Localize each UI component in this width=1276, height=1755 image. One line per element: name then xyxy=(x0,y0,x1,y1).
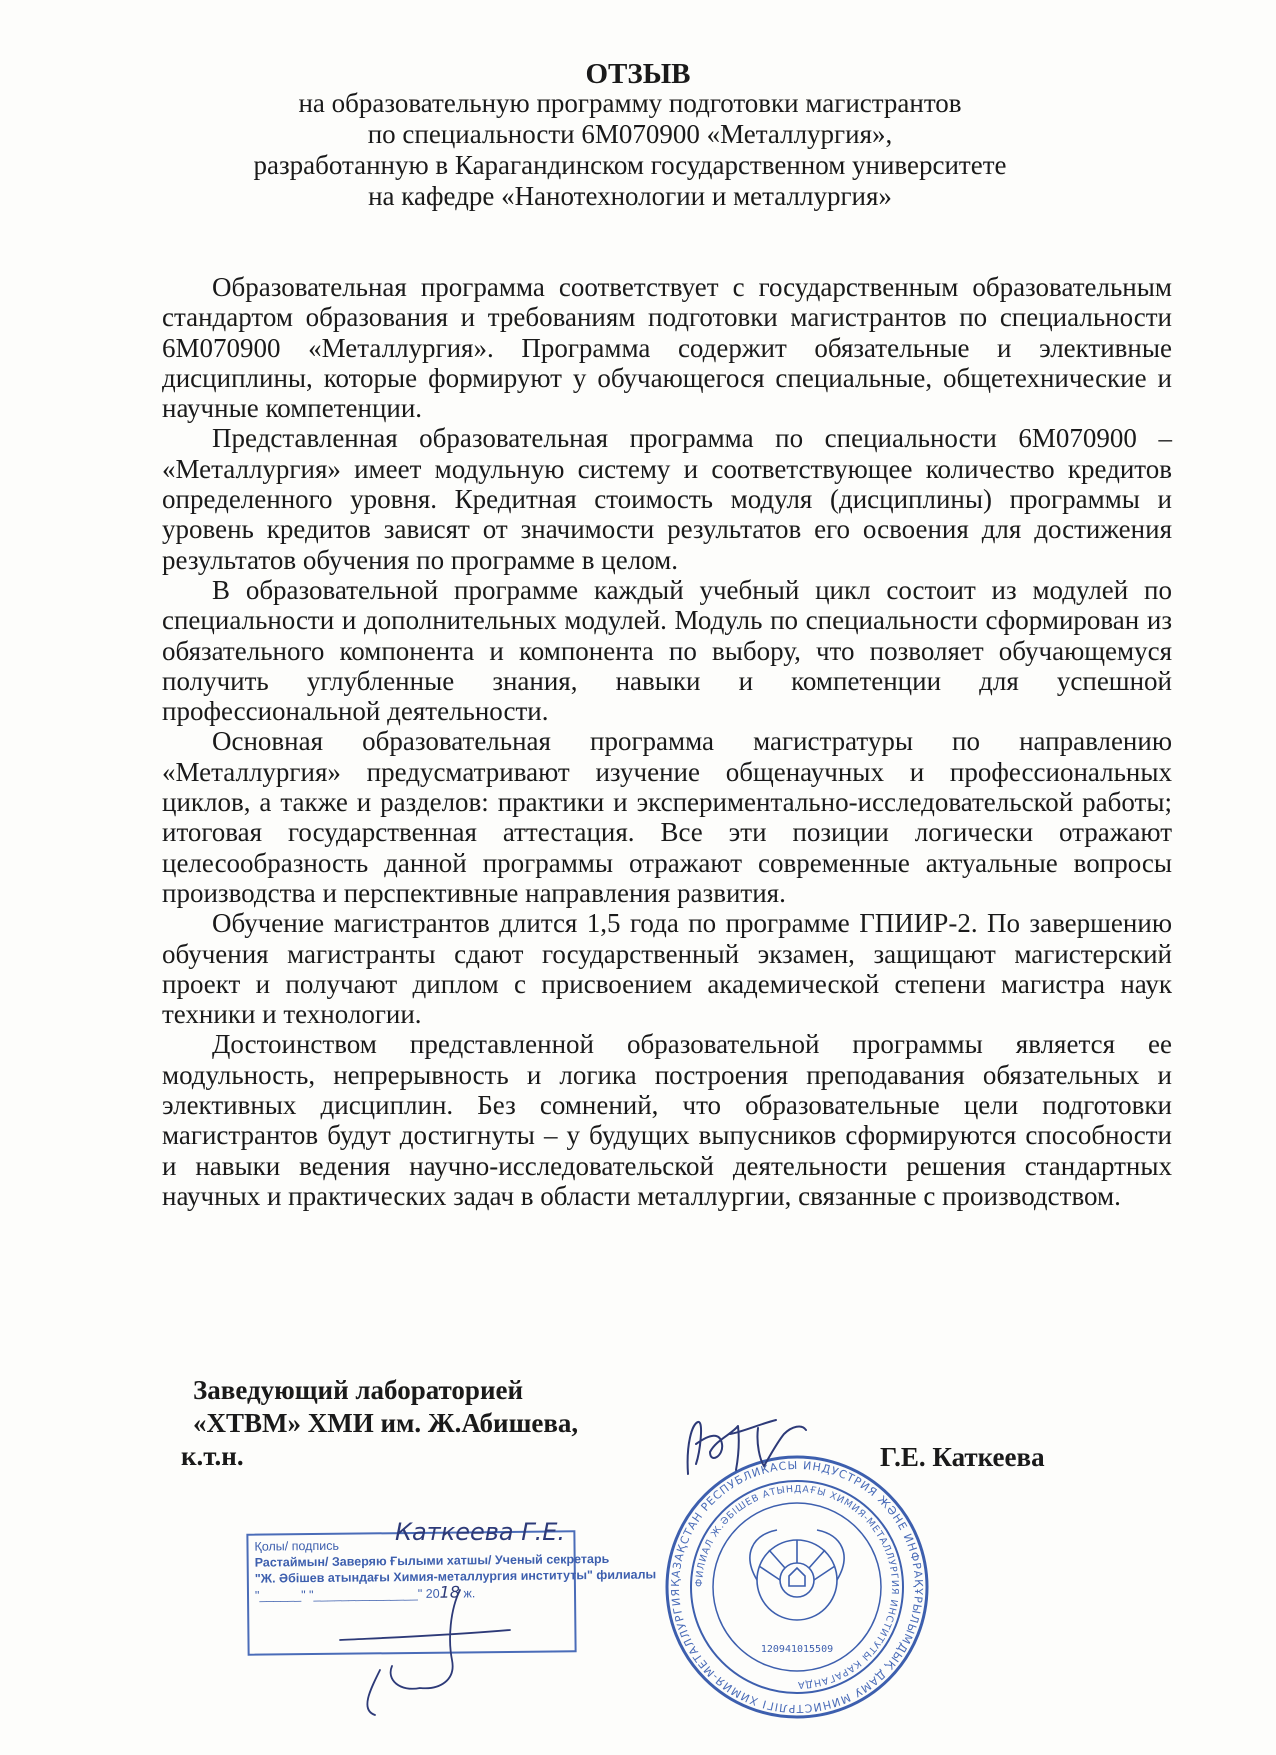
paragraph: Представленная образовательная программа по специальности 6М070900 – «Металлургия» имеет модульную систему и соответствующее количество кредитов определенного уровня. Кредитная стоимость модуля (дисциплины) программы и уровень кредитов зависят от значимости результатов его освоения для достижения результатов обучения по программе в целом. xyxy=(162,423,1172,575)
signatory-name: Г.Е. Каткеева xyxy=(880,1442,1045,1472)
document-title: ОТЗЫВ xyxy=(585,58,691,90)
paragraph: Достоинством представленной образовательной программы является ее модульность, непрерывность и логика построения преподавания обязательных и элективных дисциплин. Без сомнений, что образовательные цели подготовки магистрантов будут достигнуты – у будущих выпусников сформируются способности и навыки ведения научно-исследовательской деятельности решения стандартных научных и практических задач в области металлургии, связанные с производством. xyxy=(162,1029,1172,1211)
svg-text:ҚАЗАҚСТАН РЕСПУБЛИКАСЫ ИНДУСТР: ҚАЗАҚСТАН РЕСПУБЛИКАСЫ ИНДУСТРИЯ ЖӘНЕ ИНФРАҚҰРЫЛЫМДЫҚ ДАМУ МИНИСТРЛІГІ ХИМИЯ-МЕТАЛЛУРГИЯ xyxy=(668,1458,926,1716)
position-line: Заведующий лабораторией xyxy=(193,1375,524,1405)
subtitle-line: по специальности 6М070900 «Металлургия», xyxy=(367,119,893,149)
paragraph: В образовательной программе каждый учебный цикл состоит из модулей по специальности и дополнительных модулей. Модуль по специальности сформирован из обязательного компонента и компонента по выбору, что позволяет обучающемуся получить углубленные знания, навыки и компетенции для успешной профессиональной деятельности. xyxy=(162,574,1172,727)
secretary-signature-icon xyxy=(320,1570,560,1720)
stamp-date-prefix: "______" "_______________" 20 xyxy=(254,1586,440,1603)
subtitle-line: разработанную в Карагандинском государственном университете xyxy=(253,150,1007,180)
stamp-date-suffix: ж. xyxy=(463,1586,476,1601)
stamp-line: Растаймын/ Заверяю Ғылыми хатшы/ Ученый секретарь xyxy=(254,1551,610,1570)
document-subtitle xyxy=(180,88,1080,212)
stamp-year-handwritten: 18 xyxy=(439,1582,461,1602)
subtitle-line: на кафедре «Нанотехнологии и металлургия» xyxy=(368,181,892,211)
document-body xyxy=(162,272,1172,1211)
handwritten-signature-icon xyxy=(680,1404,830,1494)
svg-text:ФИЛИАЛ Ж.ӘБІШЕВ АТЫНДАҒЫ ХИМИЯ: ФИЛИАЛ Ж.ӘБІШЕВ АТЫНДАҒЫ ХИМИЯ-МЕТАЛЛУРГИЯ ИНСТИТУТЫ КАРАГАНДА xyxy=(693,1483,901,1691)
academic-degree: к.т.н. xyxy=(181,1441,244,1471)
paragraph: Основная образовательная программа магистратуры по направлению «Металлургия» предусматривают изучение общенаучных и профессиональных циклов, а также и разделов: практики и экспериментально-исследовательской работы; итоговая государственная аттестация. Все эти позиции логически отражают целесообразность данной программы отражают современные актуальные вопросы производства и перспективные направления развития. xyxy=(162,726,1172,908)
paragraph: Обучение магистрантов длится 1,5 года по программе ГПИИР-2. По завершению обучения магистранты сдают государственный экзамен, защищают магистерский проект и получают диплом с присвоением академической степени магистра наук техники и технологии. xyxy=(162,908,1172,1030)
handwritten-name: Каткеева Г.Е. xyxy=(395,1518,566,1546)
paragraph: Образовательная программа соответствует с государственным образовательным стандартом образования и требованиям подготовки магистрантов по специальности 6М070900 «Металлургия». Программа содержит обязательные и элективные дисциплины, которые формируют у обучающегося специальные, общетехнические и научные компетенции. xyxy=(162,272,1172,424)
stamp-line: "Ж. Әбішев атындағы Химия-металлургия институты" филиалы xyxy=(254,1567,657,1586)
position-line: «ХТВМ» ХМИ им. Ж.Абишева, xyxy=(193,1408,579,1438)
seal-id-number: 120941015509 xyxy=(760,1644,834,1655)
signatory-position xyxy=(181,1374,579,1473)
stamp-line: Қолы/ подпись xyxy=(254,1538,340,1554)
subtitle-line: на образовательную программу подготовки магистрантов xyxy=(298,88,962,118)
